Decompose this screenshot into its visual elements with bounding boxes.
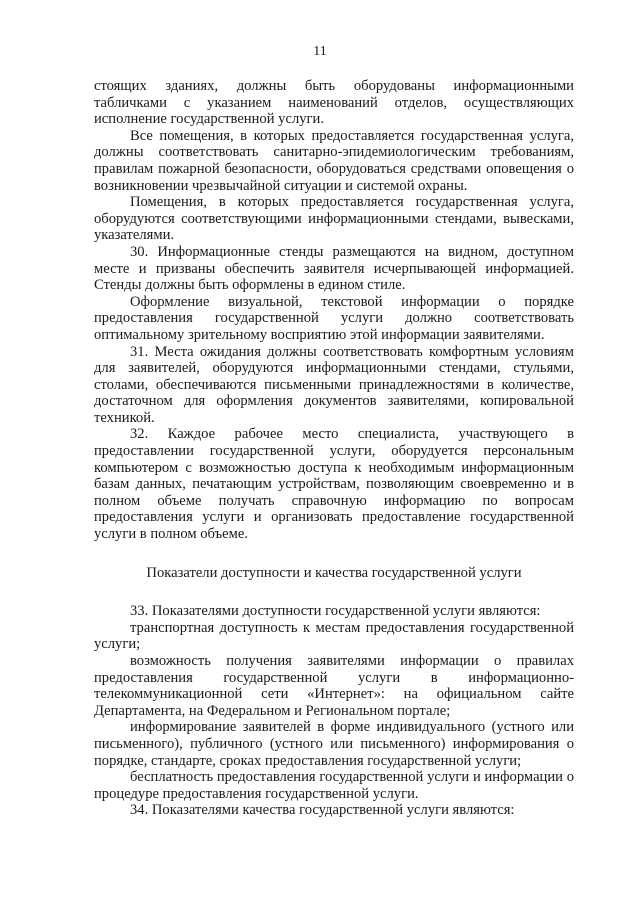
paragraph-item-32: 32. Каждое рабочее место специалиста, участвующего в предоставлении государственной услуги, оборудуется персональным компьютером с возможностью доступа к необходимым информационным базам данных, печатающим устройствам, позволяющим своевременно и в полном объеме получать справочную информацию по вопросам предоставления услуги и организовать предоставление государственной услуги в полном объеме. [94, 426, 574, 543]
paragraph-item-31: 31. Места ожидания должны соответствовать комфортным условиям для заявителей, оборудуются информационными стендами, стульями, столами, обеспечиваются письменными принадлежностями в количестве, достаточном для оформления документов заявителями, копировальной техникой. [94, 343, 574, 426]
paragraph-item-33: 33. Показателями доступности государственной услуги являются: [130, 603, 541, 620]
paragraph-item-34: 34. Показателями качества государственной услуги являются: [130, 802, 515, 819]
paragraph-premises-requirements: Все помещения, в которых предоставляется государственная услуга, должны соответствовать санитарно-эпидемиологическим требованиям, правилам пожарной безопасности, оборудоваться средствами оповещения о возникновении чрезвычайной ситуации и системой охраны. [94, 127, 574, 194]
document-body [94, 78, 574, 819]
paragraph-internet-information: возможность получения заявителями информации о правилах предоставления государственной услуги в информационно-телекоммуникационной сети «Интернет»: на официальном сайте Департамента, на Федеральном и Региональном портале; [94, 653, 574, 719]
paragraph-informing-applicants: информирование заявителей в форме индивидуального (устного или письменного), публичного (устного или письменного) информирования о порядке, стандарте, сроках предоставления государственной услуги; [94, 719, 574, 769]
paragraph-continuation: стоящих зданиях, должны быть оборудованы информационными табличками с указанием наименований отделов, осуществляющих исполнение государственной услуги. [94, 78, 574, 128]
paragraph-item-30: 30. Информационные стенды размещаются на видном, доступном месте и призваны обеспечить заявителя исчерпывающей информацией. Стенды должны быть оформлены в едином стиле. [94, 243, 574, 294]
paragraph-visual-design: Оформление визуальной, текстовой информации о порядке предоставления государственной услуги должно соответствовать оптимальному зрительному восприятию этой информации заявителями. [94, 293, 574, 343]
section-heading: Показатели доступности и качества государственной услуги [146, 564, 522, 581]
paragraph-transport-accessibility: транспортная доступность к местам предоставления государственной услуги; [94, 619, 574, 653]
page-number: 11 [313, 44, 327, 59]
paragraph-free-of-charge: бесплатность предоставления государственной услуги и информации о процедуре предоставления государственной услуги. [94, 769, 574, 802]
paragraph-premises-equipment: Помещения, в которых предоставляется государственная услуга, оборудуются соответствующими информационными стендами, вывесками, указателями. [94, 194, 574, 244]
